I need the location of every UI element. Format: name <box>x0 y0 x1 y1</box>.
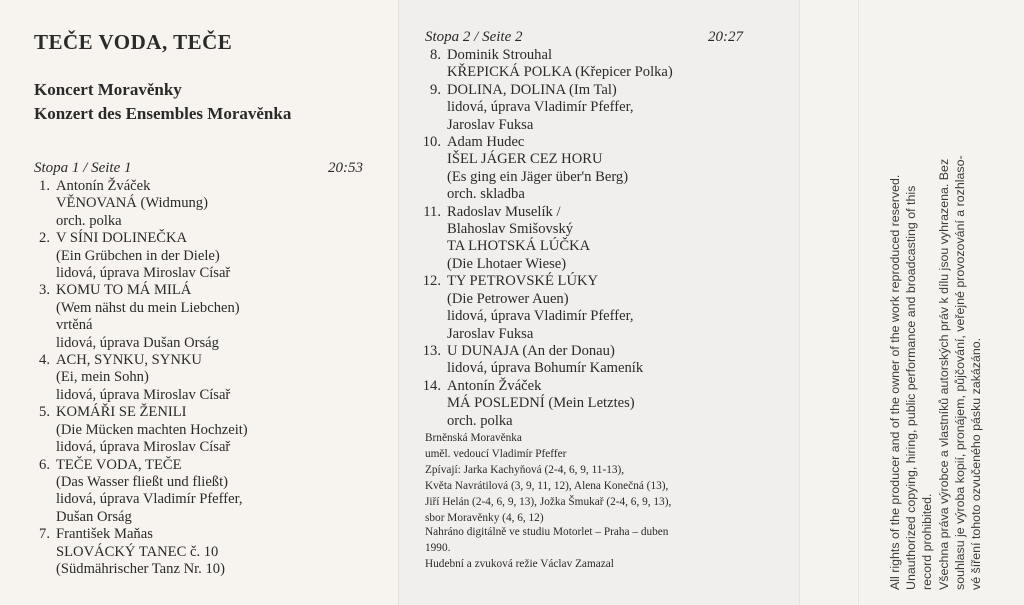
track-item <box>28 230 248 282</box>
track-number: 2. <box>39 230 50 247</box>
track-line: Dominik Strouhal <box>447 47 552 63</box>
track-line: TY PETROVSKÉ LÚKY <box>447 273 599 290</box>
credit-line: Zpívají: Jarka Kachyňová (2-4, 6, 9, 11-13), <box>425 464 625 476</box>
track-line: Antonín Žváček <box>447 377 542 394</box>
credit-line: 1990. <box>425 542 451 554</box>
rights-line: vé šíření tohoto ozvučeného pásku zakázáno. <box>969 337 984 590</box>
track-line: MÁ POSLEDNÍ (Mein Letztes) <box>447 395 635 412</box>
track-lines <box>56 178 208 230</box>
credit-line: Jiří Helán (2-4, 6, 9, 13), Jožka Šmukař (2-4, 6, 9, 13), <box>425 496 672 508</box>
track-item <box>419 378 673 430</box>
rights-line: souhlasu je výroba kopií, pronájem, půjčování, veřejné provozování a rozhlaso- <box>952 155 967 590</box>
credit-line: Hudební a zvuková režie Václav Zamazal <box>425 558 614 570</box>
track-lines <box>447 343 643 378</box>
rights-line: record prohibited. <box>920 493 935 590</box>
credit-line: Květa Navrátilová (3, 9, 11, 12), Alena Konečná (13), <box>425 480 669 492</box>
track-number: 3. <box>39 282 50 299</box>
track-line: (Die Petrower Auen) <box>447 290 569 307</box>
track-line: (Ei, mein Sohn) <box>56 369 149 386</box>
track-line: Jaroslav Fuksa <box>447 325 534 342</box>
credits-recording <box>425 524 668 556</box>
track-line: DOLINA, DOLINA (Im Tal) <box>447 81 617 98</box>
track-line: lidová, úprava Vladimír Pfeffer, <box>56 491 243 508</box>
side-2-label: Stopa 2 / Seite 2 <box>425 29 523 45</box>
track-number: 10. <box>422 134 441 151</box>
track-line: U DUNAJA (An der Donau) <box>447 342 615 359</box>
track-number: 1. <box>39 178 50 194</box>
track-line: (Das Wasser fließt und fließt) <box>56 473 229 490</box>
track-lines <box>56 457 243 527</box>
track-number: 14. <box>422 377 441 394</box>
track-line: SLOVÁCKÝ TANEC č. 10 <box>56 543 219 560</box>
track-item <box>419 204 673 274</box>
track-line: orch. skladba <box>447 186 525 203</box>
track-line: lidová, úprava Miroslav Císař <box>56 265 231 282</box>
track-line: TEČE VODA, TEČE <box>56 456 182 473</box>
track-line: V SÍNI DOLINEČKA <box>56 230 188 247</box>
rights-notice <box>887 0 984 590</box>
track-line: lidová, úprava Vladimír Pfeffer, <box>447 308 634 325</box>
track-lines <box>447 47 673 82</box>
track-line: vrtěná <box>56 317 93 334</box>
rights-line: All rights of the producer and of the owner of the work reproduced reserved. <box>888 174 902 590</box>
track-item <box>28 178 248 230</box>
track-item <box>419 343 673 378</box>
track-number: 4. <box>39 352 50 369</box>
track-number: 11. <box>423 203 441 220</box>
credit-line: Brněnská Moravěnka <box>425 432 522 444</box>
track-item <box>419 134 673 204</box>
track-item <box>28 404 248 456</box>
rights-line: Unauthorized copying, hiring, public performance and broadcasting of this <box>904 185 919 590</box>
track-line: VĚNOVANÁ (Widmung) <box>56 195 208 212</box>
track-number: 9. <box>430 81 441 98</box>
track-line: (Wem nähst du mein Liebchen) <box>56 299 240 316</box>
track-number: 5. <box>39 404 50 421</box>
track-line: IŠEL JÁGER CEZ HORU <box>447 151 603 168</box>
track-line: lidová, úprava Miroslav Císař <box>56 439 231 456</box>
track-line: ACH, SYNKU, SYNKU <box>56 352 202 369</box>
track-number: 6. <box>39 456 50 473</box>
track-line: (Südmährischer Tanz Nr. 10) <box>56 560 225 577</box>
side-2-track-list <box>419 47 673 430</box>
side-1-duration: 20:53 <box>328 160 363 176</box>
track-lines <box>56 526 225 578</box>
credit-line: uměl. vedoucí Vladimír Pfeffer <box>425 448 567 460</box>
track-lines <box>447 378 635 430</box>
track-number: 12. <box>422 273 441 290</box>
track-line: lidová, úprava Vladimír Pfeffer, <box>447 99 634 116</box>
track-lines <box>56 282 240 352</box>
track-line: (Ein Grübchen in der Diele) <box>56 247 220 264</box>
track-item <box>28 282 248 352</box>
track-line: orch. polka <box>447 412 513 429</box>
side-1-label: Stopa 1 / Seite 1 <box>34 160 132 176</box>
track-line: Radoslav Muselík / <box>447 203 561 220</box>
track-number: 7. <box>39 526 50 543</box>
credits-ensemble <box>425 430 566 462</box>
side-2-duration: 20:27 <box>708 29 743 45</box>
track-line: lidová, úprava Miroslav Císař <box>56 386 231 403</box>
track-lines <box>56 404 248 456</box>
track-line: orch. polka <box>56 212 122 229</box>
track-line: Adam Hudec <box>447 134 525 151</box>
fold-line <box>858 0 859 605</box>
side-1-track-list <box>28 178 248 578</box>
track-lines <box>447 134 628 204</box>
track-item <box>28 352 248 404</box>
track-line: Jaroslav Fuksa <box>447 116 534 133</box>
track-line: lidová, úprava Bohumír Kameník <box>447 360 644 377</box>
credit-line: sbor Moravěnky (4, 6, 12) <box>425 512 544 524</box>
track-line: Dušan Orság <box>56 508 132 525</box>
credits-direction <box>425 556 614 572</box>
rights-line: Všechna práva výrobce a vlastníků autorských práv k dílu jsou vyhrazena. Bez <box>936 158 951 590</box>
track-lines <box>447 204 590 274</box>
track-item <box>28 526 248 578</box>
track-line: Antonín Žváček <box>56 178 151 194</box>
subtitle-czech: Koncert Moravěnky <box>34 80 182 99</box>
track-lines <box>447 273 634 343</box>
track-number: 8. <box>430 47 441 63</box>
track-item <box>28 457 248 527</box>
track-item <box>419 82 673 134</box>
subtitle-german: Konzert des Ensembles Moravěnka <box>34 104 292 123</box>
track-item <box>419 273 673 343</box>
track-line: KŘEPICKÁ POLKA (Křepicer Polka) <box>447 64 673 81</box>
track-number: 13. <box>422 342 441 359</box>
track-line: KOMÁŘI SE ŽENILI <box>56 404 187 421</box>
left-panel <box>0 0 398 605</box>
track-line: lidová, úprava Dušan Orság <box>56 334 219 351</box>
track-lines <box>56 230 230 282</box>
track-lines <box>447 82 634 134</box>
track-line: Blahoslav Smišovský <box>447 221 574 238</box>
album-title: TEČE VODA, TEČE <box>34 30 233 54</box>
track-line: (Die Lhotaer Wiese) <box>447 255 567 272</box>
track-lines <box>56 352 230 404</box>
credit-line: Nahráno digitálně ve studiu Motorlet – Praha – duben <box>425 526 669 538</box>
credits-singers <box>425 462 671 526</box>
track-line: (Es ging ein Jäger über'n Berg) <box>447 168 629 185</box>
track-line: (Die Mücken machten Hochzeit) <box>56 421 248 438</box>
track-line: TA LHOTSKÁ LÚČKA <box>447 238 591 255</box>
track-line: František Maňas <box>56 526 153 543</box>
track-line: KOMU TO MÁ MILÁ <box>56 282 192 299</box>
track-item <box>419 47 673 82</box>
